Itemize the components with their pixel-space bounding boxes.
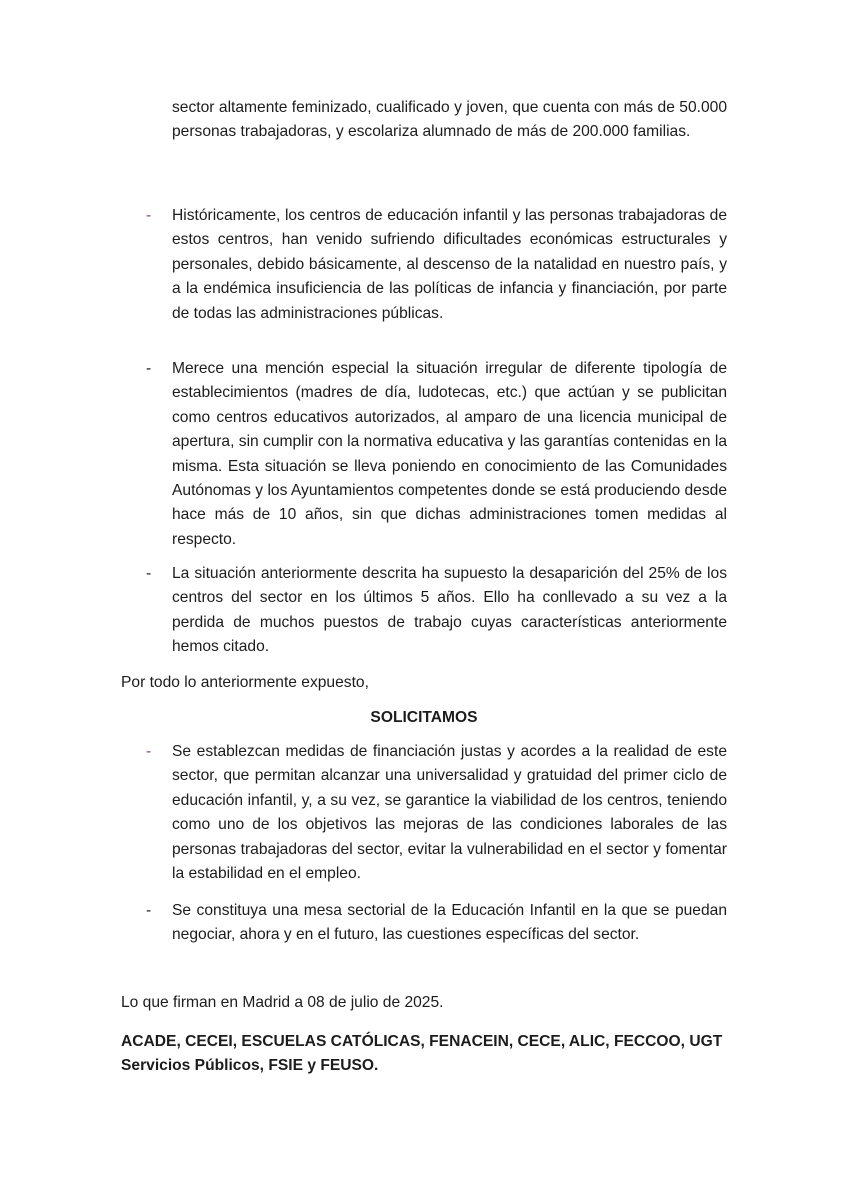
request-heading: SOLICITAMOS bbox=[370, 709, 478, 726]
bullet-paragraph-closures: La situación anteriormente descrita ha supuesto la desaparición del 25% de los centros del sector en los últimos 5 años. Ello ha conllevado a su vez a la perdida de muchos puestos de trabajo cuyas características anteriormente hemos citado. bbox=[172, 565, 727, 656]
bullet-paragraph-irregular: Merece una mención especial la situación irregular de diferente tipología de establecimientos (madres de día, ludotecas, etc.) que actúan y se publicitan como centros educativos autorizados, al amparo de una licencia municipal de apertura, sin cumplir con la normativa educativa y las garantías contenidas en la misma. Esta situación se lleva poniendo en conocimiento de las Comunidades Autónomas y los Ayuntamientos competentes donde se está produciendo desde hace más de 10 años, sin que dichas administraciones tomen medidas al respecto. bbox=[172, 360, 727, 548]
continuation-paragraph: sector altamente feminizado, cualificado y joven, que cuenta con más de 50.000 personas trabajadoras, y escolariza alumnado de más de 200.000 familias. bbox=[172, 99, 727, 141]
bullet-paragraph-history: Históricamente, los centros de educación infantil y las personas trabajadoras de estos centros, han venido sufriendo dificultades económicas estructurales y personales, debido básicamente, al descenso de la natalidad en nuestro país, y a la endémica insuficiencia de las políticas de infancia y financiación, por parte de todas las administraciones públicas. bbox=[172, 207, 727, 322]
bullet-marker: - bbox=[146, 207, 152, 224]
bullet-marker: - bbox=[146, 902, 152, 919]
signatories: ACADE, CECEI, ESCUELAS CATÓLICAS, FENACEIN, CECE, ALIC, FECCOO, UGT Servicios Públicos, FSIE y FEUSO. bbox=[121, 1033, 723, 1075]
bullet-marker: - bbox=[146, 360, 152, 377]
bullet-marker: - bbox=[146, 743, 152, 760]
bullet-marker: - bbox=[146, 565, 152, 582]
closing-intro: Por todo lo anteriormente expuesto, bbox=[121, 674, 369, 691]
signature-line: Lo que firman en Madrid a 08 de julio de 2025. bbox=[121, 994, 444, 1011]
request-paragraph-funding: Se establezcan medidas de financiación justas y acordes a la realidad de este sector, que permitan alcanzar una universalidad y gratuidad del primer ciclo de educación infantil, y, a su vez, se garantice la viabilidad de los centros, teniendo como uno de los objetivos las mejoras de las condiciones laborales de las personas trabajadoras del sector, evitar la vulnerabilidad en el sector y fomentar la estabilidad en el empleo. bbox=[172, 743, 727, 883]
request-paragraph-sectoral-table: Se constituya una mesa sectorial de la Educación Infantil en la que se puedan negociar, ahora y en el futuro, las cuestiones específicas del sector. bbox=[172, 902, 727, 944]
